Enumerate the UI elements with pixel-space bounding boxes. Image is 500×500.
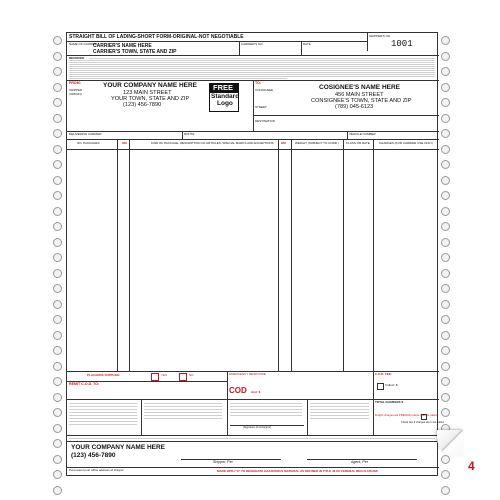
tractor-hole xyxy=(441,377,450,386)
tractor-hole xyxy=(53,362,62,371)
tractor-hole xyxy=(53,98,62,107)
freight-prepaid-label: Freight charges are PREPAID unless marked collect xyxy=(375,414,438,417)
name-of-carrier-label: NAME OF CARRIER xyxy=(69,41,98,46)
col-description: KIND OF PACKAGE, DESCRIPTION OF ARTICLES, SPECIAL MARKS AND EXCEPTIONS xyxy=(151,141,274,145)
tractor-hole xyxy=(441,393,450,402)
tractor-hole xyxy=(441,207,450,216)
col-weight: WEIGHT (SUBJECT TO CORR.) xyxy=(295,141,339,145)
check-box-label: Check box if charges are to be collect xyxy=(401,421,445,424)
carriers-no-label: CARRIER'S NO. xyxy=(241,41,264,46)
shippers-no: 1001 xyxy=(391,39,413,49)
no-checkbox[interactable] xyxy=(179,373,187,381)
tractor-hole xyxy=(53,160,62,169)
tractor-hole xyxy=(441,315,450,324)
tractor-hole xyxy=(53,176,62,185)
tractor-hole xyxy=(53,191,62,200)
tractor-hole xyxy=(53,238,62,247)
to-label: TO: xyxy=(255,81,262,85)
permanent-address-label: Permanent post office address of shipper xyxy=(69,467,124,472)
agent-per-label: Agent, Per xyxy=(351,460,368,464)
yes-label: YES xyxy=(161,373,168,377)
bottom-company-phone: (123) 456-7890 xyxy=(71,452,116,459)
bill-of-lading-form xyxy=(66,32,445,476)
col-class: CLASS OR RATE xyxy=(346,141,370,145)
tractor-hole xyxy=(441,486,450,495)
tractor-hole xyxy=(53,315,62,324)
delivering-carrier-label: DELIVERING CARRIER xyxy=(69,131,102,136)
date-label: DATE xyxy=(303,41,311,46)
tractor-hole xyxy=(441,52,450,61)
total-charges-label: TOTAL CHARGES $ xyxy=(375,400,404,404)
consignee-label: CONSIGNEE xyxy=(255,88,274,92)
tractor-hole xyxy=(441,470,450,479)
route-label: ROUTE xyxy=(184,131,195,136)
tractor-hole xyxy=(53,83,62,92)
tractor-hole xyxy=(53,424,62,433)
tractor-hole xyxy=(441,331,450,340)
tractor-hole xyxy=(53,222,62,231)
tractor-hole xyxy=(441,145,450,154)
hazmat-note: MARK WITH "X" TO DESIGNATE HAZARDOUS MATERIAL AS DEFINED IN TITLE 49 OF FEDERAL REGULATIONS xyxy=(217,468,378,473)
tractor-hole xyxy=(53,114,62,123)
tractor-hole xyxy=(441,67,450,76)
collect-checkbox[interactable] xyxy=(421,414,427,420)
consignee-street: 456 MAIN STREET xyxy=(335,92,384,98)
tractor-hole xyxy=(53,408,62,417)
free-standard-logo: FREE Standard Logo xyxy=(209,83,239,111)
vehicle-number-label: VEHICLE NUMBER xyxy=(349,131,376,136)
tractor-hole xyxy=(441,253,450,262)
shipper-phone: (123) 456-7890 xyxy=(123,102,162,108)
tractor-hole xyxy=(441,160,450,169)
tractor-hole xyxy=(53,207,62,216)
shipper-label: SHIPPER xyxy=(69,88,83,92)
destination-label: DESTINATION xyxy=(255,119,275,123)
shipper-name: YOUR COMPANY NAME HERE xyxy=(103,82,198,89)
shipper-city: YOUR TOWN, STATE AND ZIP xyxy=(111,96,190,102)
tractor-hole xyxy=(441,222,450,231)
tractor-hole xyxy=(441,455,450,464)
tractor-hole xyxy=(53,486,62,495)
tractor-hole xyxy=(441,284,450,293)
carrier-town: CARRIER'S TOWN, STATE AND ZIP xyxy=(93,49,177,55)
page-number: 4 xyxy=(468,459,475,473)
tractor-hole xyxy=(441,176,450,185)
tractor-hole xyxy=(441,36,450,45)
cod-fee-checkbox[interactable] xyxy=(377,383,384,390)
tractor-hole xyxy=(53,346,62,355)
tractor-hole xyxy=(53,284,62,293)
tractor-hole xyxy=(441,83,450,92)
yes-checkbox[interactable] xyxy=(151,373,159,381)
tractor-hole xyxy=(441,362,450,371)
tractor-hole xyxy=(441,408,450,417)
amt-label: Amt: $ xyxy=(251,390,261,394)
tractor-hole xyxy=(441,346,450,355)
origin-label: (ORIGIN) xyxy=(69,92,82,96)
received-label: RECEIVED xyxy=(69,55,85,60)
tractor-hole xyxy=(53,300,62,309)
tractor-hole xyxy=(53,253,62,262)
col-no-packages: NO. PACKAGES xyxy=(77,141,100,145)
tractor-hole xyxy=(441,98,450,107)
shipper-per-label: Shipper, Per xyxy=(213,460,233,464)
tractor-hole xyxy=(441,269,450,278)
tractor-hole xyxy=(441,238,450,247)
tractor-hole xyxy=(53,439,62,448)
tractor-hole xyxy=(53,129,62,138)
from-label: FROM: xyxy=(69,81,81,85)
tractor-hole xyxy=(441,300,450,309)
col-charges: CHARGES (FOR CARRIER USE ONLY) xyxy=(379,141,434,145)
signature-label: (Signature of Consignor) xyxy=(243,426,272,429)
consignee-name: COSIGNEE'S NAME HERE xyxy=(319,84,401,91)
street-label: STREET xyxy=(255,105,267,109)
tractor-hole xyxy=(53,269,62,278)
tractor-hole xyxy=(53,331,62,340)
left-tractor-strip xyxy=(52,0,64,500)
collect-label: Collect: $ xyxy=(385,383,398,387)
right-tractor-strip xyxy=(440,0,452,500)
tractor-hole xyxy=(53,470,62,479)
tractor-hole xyxy=(53,67,62,76)
tractor-hole xyxy=(53,36,62,45)
tractor-hole xyxy=(441,129,450,138)
shippers-no-label: SHIPPER'S NO. xyxy=(369,34,391,38)
cod-label: COD xyxy=(229,386,247,395)
bottom-company-name: YOUR COMPANY NAME HERE xyxy=(71,444,166,451)
form-title: STRAIGHT BILL OF LADING-SHORT FORM-ORIGINAL-NOT NEGOTIABLE xyxy=(69,34,244,40)
shipper-street: 123 MAIN STREET xyxy=(123,90,172,96)
carrier-name: CARRIER'S NAME HERE xyxy=(93,43,152,49)
tractor-hole xyxy=(441,114,450,123)
cod-fee-label: C.O.D. FEE: xyxy=(375,371,392,376)
col-hm-2: HM xyxy=(281,141,286,145)
tractor-hole xyxy=(53,52,62,61)
emergency-label: EMERGENCY RESPONSE xyxy=(229,371,266,376)
consignee-phone: (789) 045-6123 xyxy=(335,104,374,110)
col-hm: HM xyxy=(122,141,127,145)
tractor-hole xyxy=(53,145,62,154)
remit-cod-label: REMIT C.O.D. TO: xyxy=(69,382,100,386)
tractor-hole xyxy=(53,377,62,386)
placards-label: PLACARDS SUPPLIED xyxy=(87,373,120,377)
tractor-hole xyxy=(53,393,62,402)
tractor-hole xyxy=(441,191,450,200)
no-label: NO xyxy=(189,373,194,377)
consignee-city: CONSIGNEE'S TOWN, STATE AND ZIP xyxy=(311,98,412,104)
tractor-hole xyxy=(53,455,62,464)
